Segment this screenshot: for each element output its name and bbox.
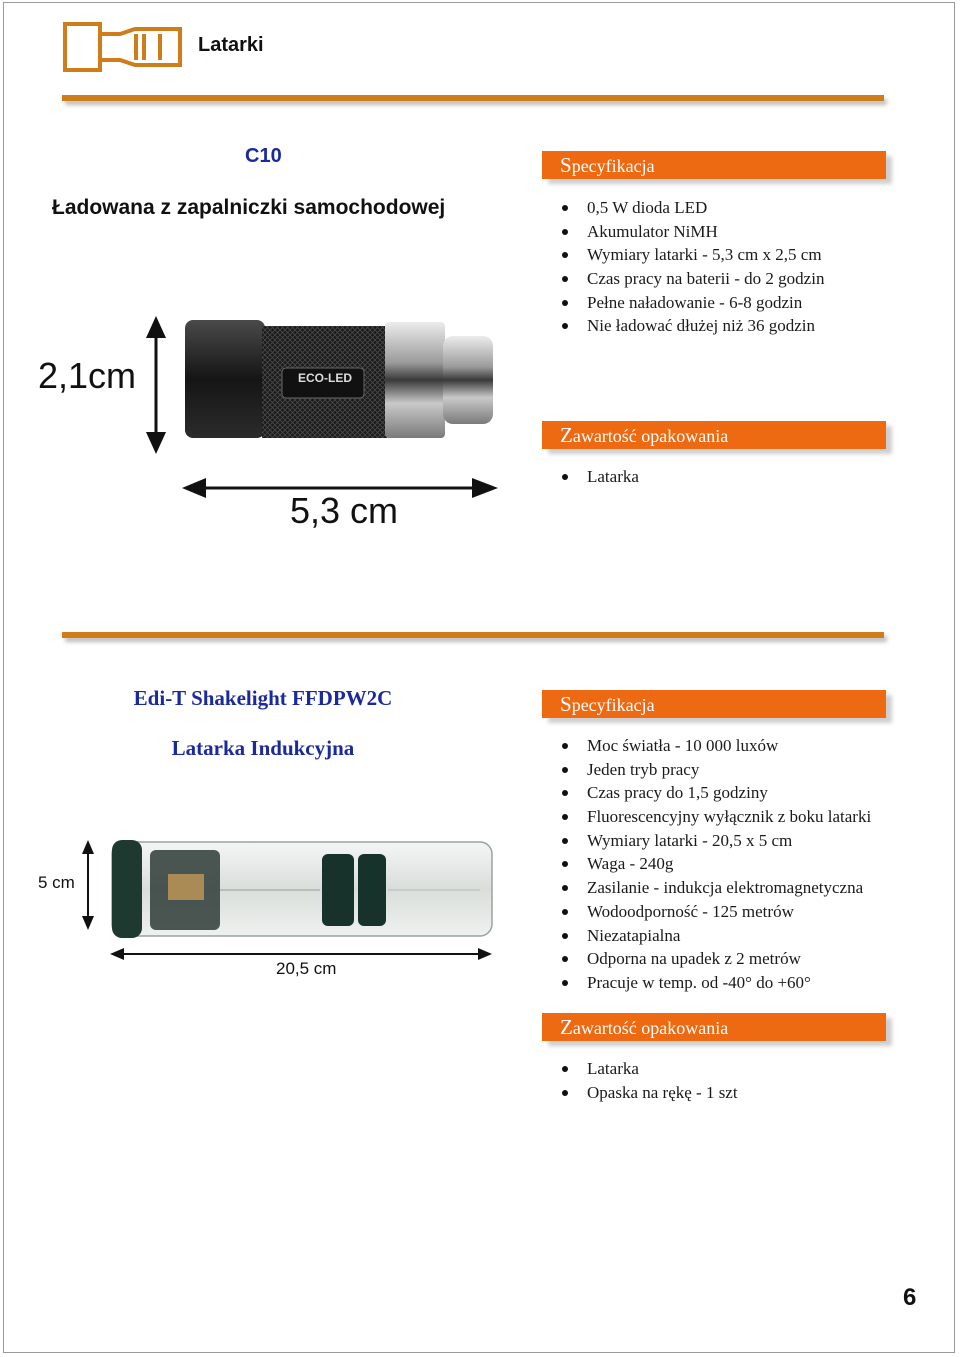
spec-heading: Specyfikacja [542,690,886,718]
page-title: Latarki [198,34,264,56]
list-item: Akumulator NiMH [562,220,824,244]
product-image-c10 [0,300,530,550]
list-item: Czas pracy na baterii - do 2 godzin [562,267,824,291]
brand-label: ECO-LED [298,371,352,385]
dimension-length-label: 20,5 cm [276,959,337,978]
list-item: Jeden tryb pracy [562,758,871,782]
list-item: Wymiary latarki - 20,5 x 5 cm [562,829,871,853]
list-item: Czas pracy do 1,5 godziny [562,781,871,805]
list-item: Odporna na upadek z 2 metrów [562,947,871,971]
list-item: Pracuje w temp. od -40° do +60° [562,971,871,995]
package-heading: Zawartość opakowania [542,421,886,449]
list-item: Wodoodporność - 125 metrów [562,900,871,924]
product-subtitle: Latarka Indukcyjna [171,736,355,760]
package-list [562,465,639,489]
list-item: Zasilanie - indukcja elektromagnetyczna [562,876,871,900]
spec-heading: Specyfikacja [542,151,886,179]
spec-list [562,196,824,338]
list-item: Nie ładować dłużej niż 36 godzin [562,314,824,338]
section-divider [62,95,884,101]
list-item: Waga - 240g [562,852,871,876]
list-item: Opaska na rękę - 1 szt [562,1081,738,1105]
list-item: Fluorescencyjny wyłącznik z boku latarki [562,805,871,829]
dimension-height-label: 5 cm [38,873,75,892]
list-item: Latarka [562,465,639,489]
product-code: C10 [245,145,282,167]
package-list [562,1057,738,1104]
section-divider [62,632,884,638]
product-description: Ładowana z zapalniczki samochodowej [52,196,446,219]
package-heading: Zawartość opakowania [542,1013,886,1041]
dimension-height-label: 2,1cm [38,355,137,396]
flashlight-icon [60,20,192,76]
product-title: Edi-T Shakelight FFDPW2C [133,686,393,710]
list-item: Wymiary latarki - 5,3 cm x 2,5 cm [562,243,824,267]
page-number: 6 [903,1284,917,1311]
list-item: Pełne naładowanie - 6-8 godzin [562,291,824,315]
list-item: Moc światła - 10 000 luxów [562,734,871,758]
product-image-shakelight [0,820,530,990]
dimension-length-label: 5,3 cm [290,490,399,531]
list-item: Niezatapialna [562,924,871,948]
spec-list [562,734,871,995]
list-item: 0,5 W dioda LED [562,196,824,220]
list-item: Latarka [562,1057,738,1081]
